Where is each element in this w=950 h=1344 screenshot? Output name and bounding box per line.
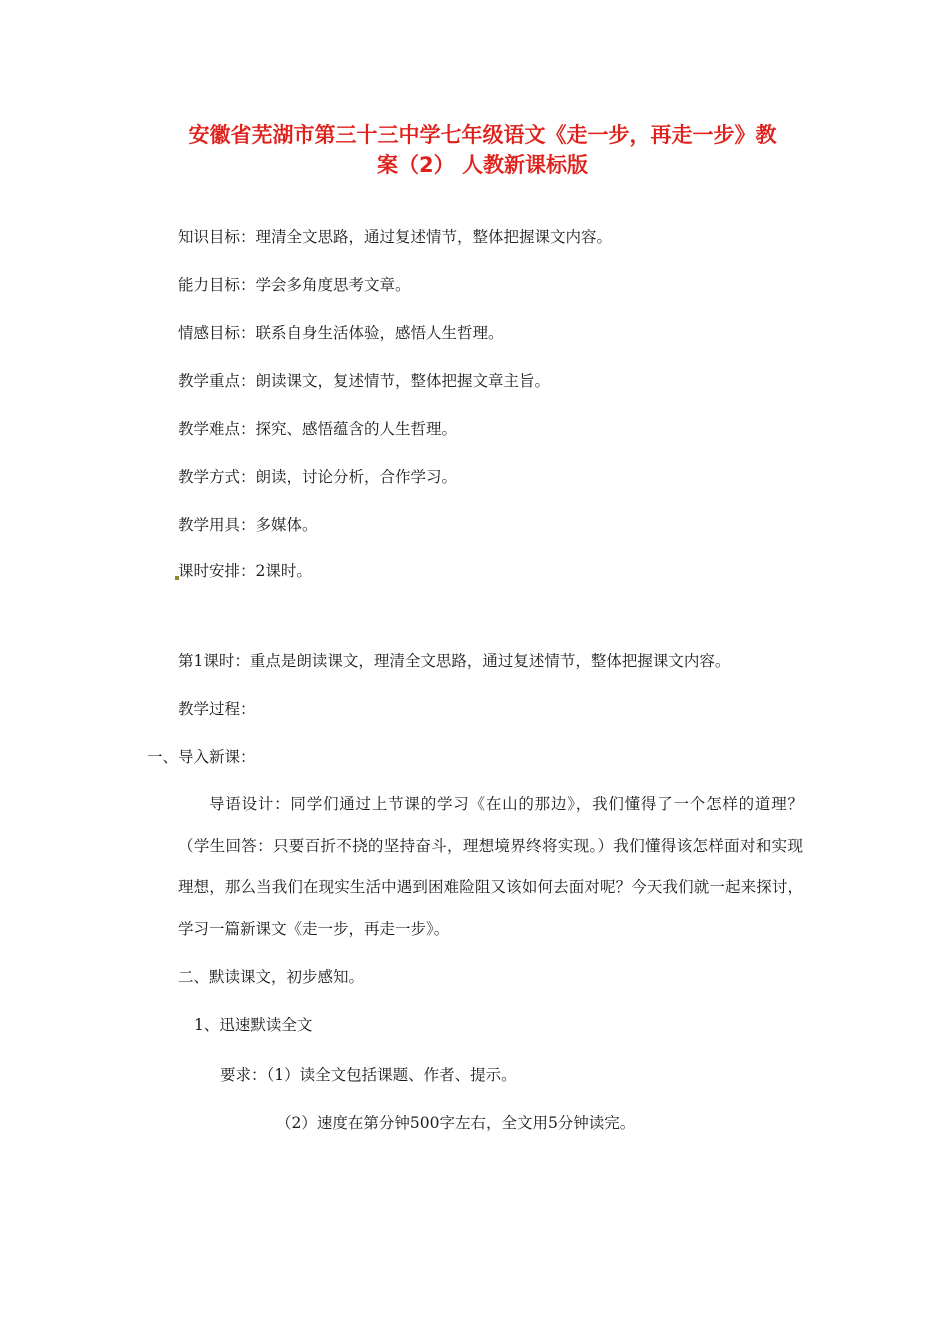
objective-knowledge: 知识目标：理清全文思路，通过复述情节，整体把握课文内容。	[178, 228, 613, 246]
lesson-schedule: 课时安排：2课时。	[178, 562, 312, 580]
document-title-line-2: 案（2） 人教新课标版	[377, 153, 588, 177]
document-title-line-1: 安徽省芜湖市第三十三中学七年级语文《走一步，再走一步》教	[188, 123, 777, 147]
objective-ability: 能力目标：学会多角度思考文章。	[178, 276, 411, 294]
lesson-1-summary: 第1课时：重点是朗读课文，理清全文思路，通过复述情节，整体把握课文内容。	[178, 652, 731, 670]
section-1-heading: 一、导入新课：	[147, 748, 256, 766]
process-heading: 教学过程：	[178, 700, 256, 718]
teaching-focus: 教学重点：朗读课文，复述情节，整体把握文章主旨。	[178, 372, 551, 390]
step-1: 1、迅速默读全文	[194, 1016, 313, 1034]
teaching-difficulty: 教学难点：探究、感悟蕴含的人生哲理。	[178, 420, 458, 438]
requirement-1: 要求：（1）读全文包括课题、作者、提示。	[220, 1066, 517, 1084]
requirement-2: （2）速度在第分钟500字左右，全文用5分钟读完。	[276, 1114, 636, 1132]
section-2-heading: 二、默读课文，初步感知。	[178, 968, 365, 986]
objective-emotion: 情感目标：联系自身生活体验，感悟人生哲理。	[178, 324, 504, 342]
section-1-paragraph: 导语设计：同学们通过上节课的学习《在山的那边》，我们懂得了一个怎样的道理？（学生回答：只要百折不挠的坚持奋斗，理想境界终将实现。）我们懂得该怎样面对和实现理想，那么当我们在现实生活中遇到困难险阻又该如何去面对呢？今天我们就一起来探讨，学习一篇新课文《走一步，再走一步》。	[178, 795, 803, 938]
teaching-method: 教学方式：朗读，讨论分析，合作学习。	[178, 468, 458, 486]
teaching-tools: 教学用具：多媒体。	[178, 516, 318, 534]
